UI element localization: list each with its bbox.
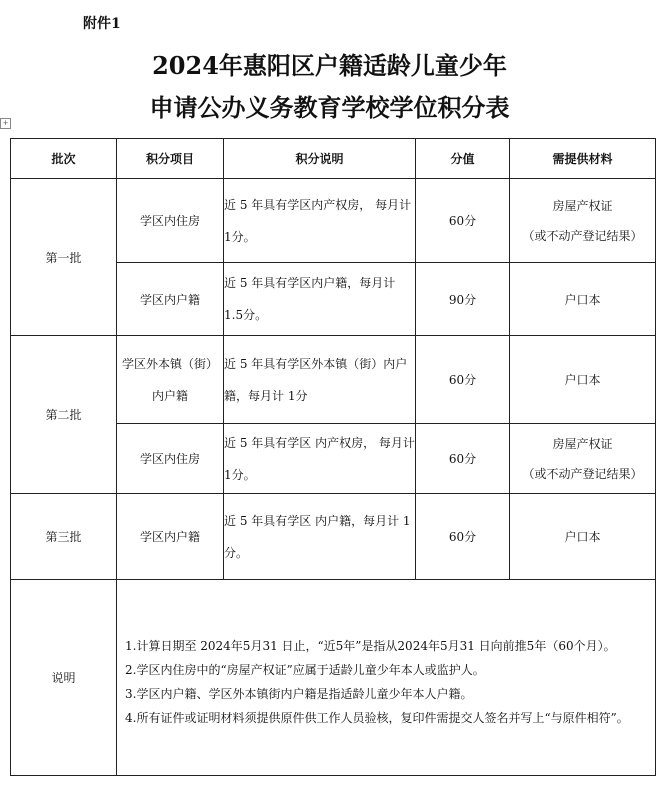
note-item: 3.学区内户籍、学区外本镇街内户籍是指适龄儿童少年本人户籍。 [125,686,473,701]
materials-cell: 户口本 [510,263,656,336]
col-header-batch: 批次 [11,139,117,179]
score-cell: 60分 [416,336,510,424]
title-line-2: 申请公办义务教育学校学位积分表 [149,93,510,122]
points-table [10,138,656,776]
table-row [11,336,656,424]
table-row [11,494,656,580]
score-cell: 60分 [416,179,510,263]
note-item: 4.所有证件或证明材料须提供原件供工作人员验核，复印件需提交人签名并写上“与原件相符”。 [125,710,629,725]
materials-cell: 户口本 [510,494,656,580]
materials-line: 房屋产权证 [552,198,613,213]
desc-cell: 近 5 年具有学区外本镇（街）内户籍，每月计 1分 [224,336,416,424]
item-cell: 学区外本镇（街）内户籍 [117,336,224,424]
notes-row [11,580,656,776]
materials-cell: 户口本 [510,336,656,424]
item-cell: 学区内户籍 [117,494,224,580]
batch-cell: 第一批 [11,179,117,336]
score-cell: 60分 [416,424,510,494]
table-move-handle-icon[interactable]: + [0,118,11,129]
col-header-desc: 积分说明 [224,139,416,179]
note-item: 2.学区内住房中的“房屋产权证”应属于适龄儿童少年本人或监护人。 [125,662,485,677]
materials-line: （或不动产登记结果） [522,466,643,481]
col-header-materials: 需提供材料 [510,139,656,179]
table-row [11,179,656,263]
score-cell: 90分 [416,263,510,336]
materials-line: 房屋产权证 [552,436,613,451]
item-cell: 学区内住房 [117,424,224,494]
attachment-label: 附件1 [83,16,121,32]
desc-cell: 近 5 年具有学区 内户籍，每月计 1分。 [224,494,416,580]
materials-line: （或不动产登记结果） [522,228,643,243]
desc-cell: 近 5 年具有学区内产权房， 每月计 1分。 [224,179,416,263]
desc-cell: 近 5 年具有学区内户籍，每月计 1.5分。 [224,263,416,336]
table-header-row [11,139,656,179]
title-line-1: 2024年惠阳区户籍适龄儿童少年 [152,51,507,80]
score-cell: 60分 [416,494,510,580]
notes-cell [117,580,656,776]
item-cell: 学区内住房 [117,179,224,263]
note-item: 1.计算日期至 2024年5月31 日止，“近5年”是指从2024年5月31 日向前推5年（60个月）。 [125,638,616,653]
col-header-item: 积分项目 [117,139,224,179]
materials-cell [510,179,656,263]
batch-cell: 第二批 [11,336,117,494]
materials-cell [510,424,656,494]
batch-cell: 第三批 [11,494,117,580]
notes-label: 说明 [11,580,117,776]
col-header-score: 分值 [416,139,510,179]
item-cell: 学区内户籍 [117,263,224,336]
desc-cell: 近 5 年具有学区 内产权房， 每月计 1分。 [224,424,416,494]
